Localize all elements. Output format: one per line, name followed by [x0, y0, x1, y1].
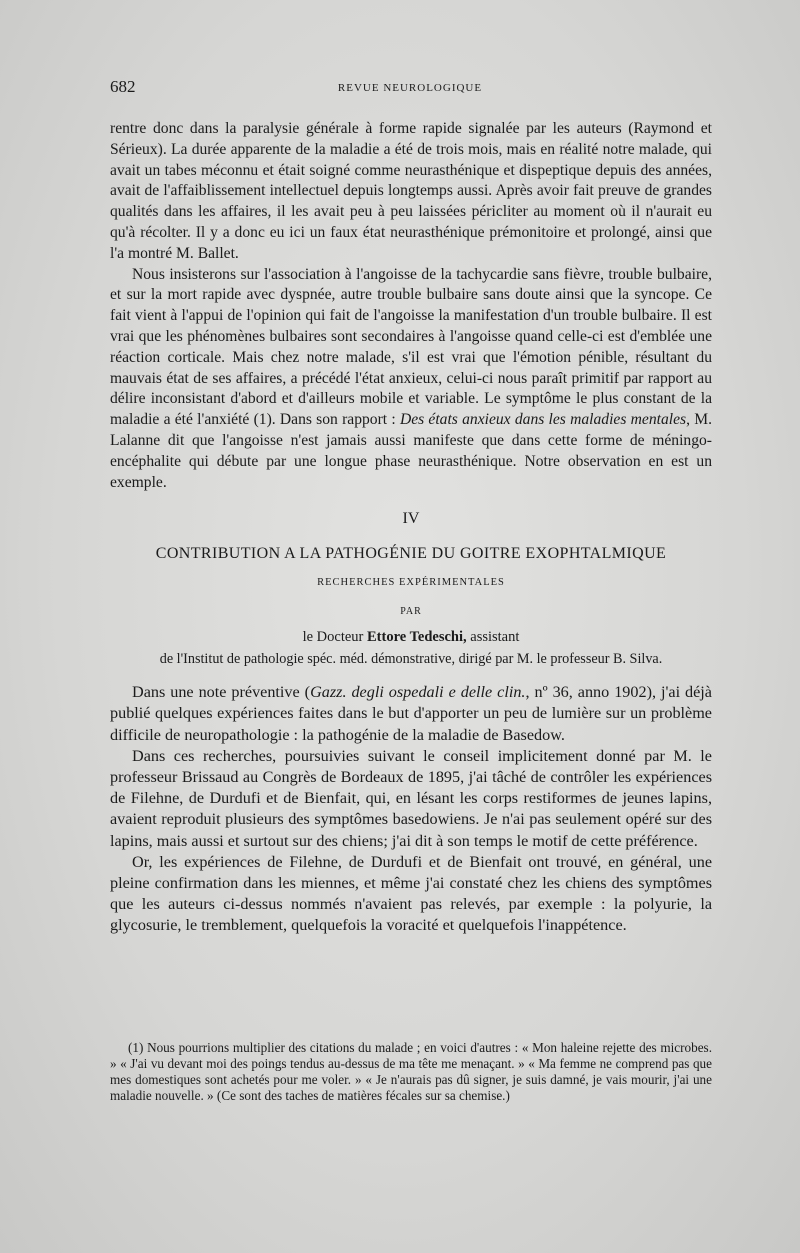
page-header: [110, 77, 710, 101]
article-title: CONTRIBUTION A LA PATHOGÉNIE DU GOITRE EXOPHTALMIQUE: [155, 545, 667, 563]
running-head: REVUE NEUROLOGIQUE: [337, 82, 483, 94]
report-title-italic: Des états anxieux dans les maladies mentales: [399, 411, 687, 429]
paragraph-continuation: rentre donc dans la paralysie générale à forme rapide signalée par les auteurs (Raymond et Sérieux). La durée apparente de la maladie a été de trois mois, mais en réalité notre malade, qui avait un tabes méconnu et était soigné comme neurasthénique et dispeptique depuis des années, avait de l'affaiblissement intellectuel depuis longtemps aussi. Après avoir fait preuve de grandes qualités dans les affaires, il les avait peu à peu laissées péricliter au moment où il n'aurait eu qu'à récolter. Il y a donc eu ici un faux état neurasthénique prémonitoire et prolongé, ainsi que l'a montré M. Ballet.: [110, 120, 712, 262]
section-numeral: IV: [402, 510, 420, 528]
page-body: [110, 119, 712, 937]
author-suffix: assistant: [466, 628, 520, 645]
journal-citation-italic: Gazz. degli ospedali e delle clin.: [310, 683, 526, 702]
paragraph-angoisse-text-b: , M. Lalanne dit que l'angoisse n'est jamais aussi manifeste que dans cette forme de méningo-encéphalite qui débute par une longue phase neurasthénique. Notre observation en est un exemple.: [110, 411, 712, 491]
paragraph-angoisse: [110, 265, 712, 494]
paragraph-angoisse-text-a: Nous insisterons sur l'association à l'angoisse de la tachycardie sans fièvre, trouble bulbaire, et sur la mort rapide avec dyspnée, autre trouble bulbaire sans doute ainsi que la syncope. Ce fait vient à l'appui de l'opinion qui fait de l'angoisse la manifestation d'un trouble bulbaire. Il est vrai que les phénomènes bulbaires sont secondaires à l'angoisse quand celle-ci est d'emblée une réaction corticale. Mais chez notre malade, s'il est vrai que l'émotion pénible, résultant du mauvais état de ses affaires, a précédé l'état anxieux, celui-ci nous paraît primitif par rapport au délire inconsistant d'abord et d'ailleurs mobile et variable. Le symptôme le plus constant de la maladie a été l'anxiété (1). Dans son rapport :: [110, 265, 712, 429]
author-prefix: le Docteur: [302, 628, 368, 645]
article-subtitle: RECHERCHES EXPÉRIMENTALES: [317, 576, 505, 588]
article-paragraph-1-text-a: Dans une note préventive (: [132, 683, 311, 702]
article-paragraph-1-text-b: , nº 36, anno 1902), j'ai déjà publié quelques expériences faites dans le but d'apporter un peu de lumière sur un problème difficile de neuropathologie : la pathogénie de la maladie de Basedow.: [110, 683, 712, 744]
page-number: 682: [110, 77, 136, 96]
article-paragraph-1: [110, 682, 712, 746]
footnote: (1) Nous pourrions multiplier des citations du malade ; en voici d'autres : « Mon haleine rejette des microbes. » « J'ai vu devant moi des poings tendus au-dessus de ma tête me menaçant. » « Ma femme ne comprend pas que mes domestiques sont achetés pour me voler. » « Je n'aurais pas dû signer, je suis damné, je vais mourir, j'ai une maladie nouvelle. » (Ce sont des taches de matières fécales sur sa chemise.): [110, 1040, 712, 1103]
by-line-par: PAR: [400, 605, 422, 617]
author-line: [110, 627, 712, 648]
article-paragraph-2: Dans ces recherches, poursuivies suivant le conseil implicitement donné par M. le professeur Brissaud au Congrès de Bordeaux de 1895, j'ai tâché de contrôler les expériences de Filehne, de Durdufi et de Bienfait, qui, en lésant les corps restiformes de jeunes lapins, avaient reproduit plusieurs des symptômes basedowiens. Je n'ai pas seulement opéré sur des lapins, mais aussi et surtout sur des chiens; j'ai dit à son temps le motif de cette préférence.: [110, 746, 712, 850]
article-paragraph-3: Or, les expériences de Filehne, de Durdufi et de Bienfait ont trouvé, en général, une pleine confirmation dans les miennes, et même j'ai constaté chez les chiens des symptômes que les auteurs ci-dessus nommés n'avaient pas relevés, par exemple : la polyurie, la glycosurie, le tremblement, quelquefois la voracité et quelquefois l'inappétence.: [110, 852, 712, 935]
author-institute: de l'Institut de pathologie spéc. méd. démonstrative, dirigé par M. le professeur B. Silva.: [159, 651, 663, 668]
author-name: Ettore Tedeschi,: [367, 628, 467, 645]
